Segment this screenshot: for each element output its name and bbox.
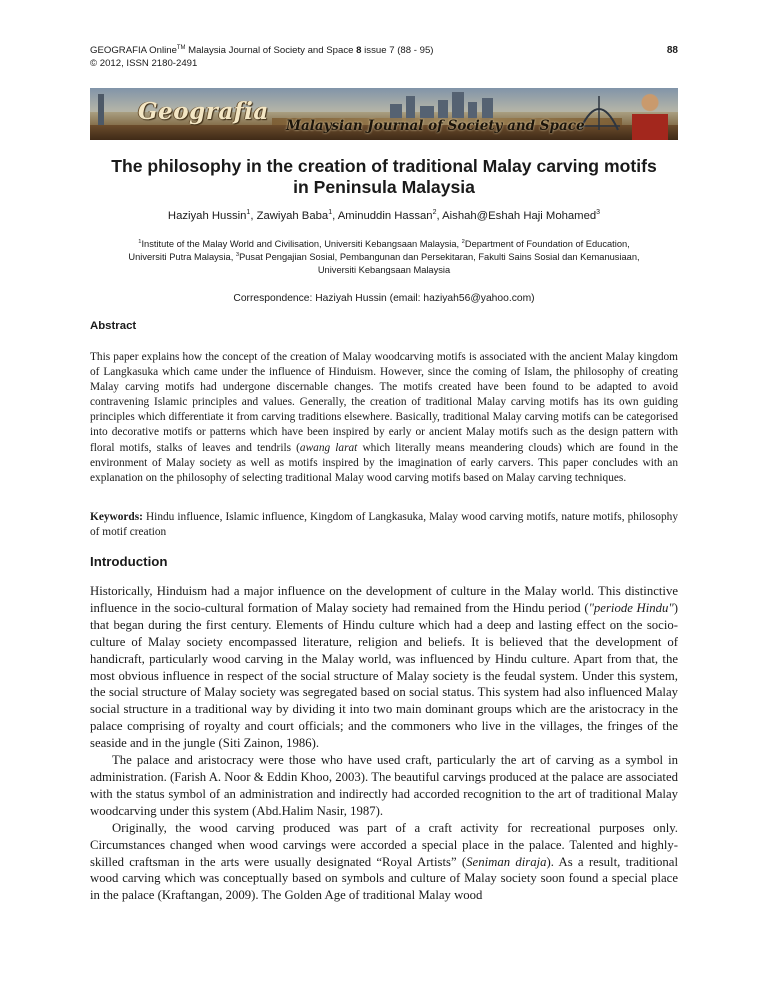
introduction-body	[90, 583, 678, 904]
journal-volume: 8	[356, 45, 362, 56]
paragraph: Originally, the wood carving produced was part of a craft activity for recreational purposes only. Circumstances changed when wood carvings were accorded a special place in the palace. Talented and highly-skilled craftsman in the arts were usually designated “Royal Artists” (Seniman diraja). As a result, traditional wood carving which was conceptually based on symbols and culture of Malay society soon found a special place in the palace (Kraftangan, 2009). The Golden Age of traditional Malay wood	[90, 820, 678, 903]
trademark-mark: TM	[176, 44, 186, 51]
italic-term: awang larat	[299, 441, 358, 454]
author-name: , Zawiyah Baba	[250, 210, 329, 222]
dancer-figure	[632, 92, 668, 140]
keywords-label: Keywords:	[90, 511, 143, 523]
paragraph: Historically, Hinduism had a major influence on the development of culture in the Malay world. This distinctive influence in the socio-cultural formation of Malay society had remained from the Hindu period ("periode Hindu") that began during the first century. Elements of Hindu culture which had a deep and lasting effect on the socio-culture of Malay society encompassed literature, religion and beliefs. It is believed that the development of handicraft, particularly wood carving in the Malay world, was influenced by Hindu culture. Apart from that, the most obvious influence in respect of the social structure of Malay society is the feudal system. Under this system, the social structure of Malay society was segregated based on social status. This system had also influenced Malay social structure in a traditional way by dividing it into two main dominant groups which are the aristocracy in the palace comprising of royalty and court officials; and the commoners who live in the villages, the fringes of the seaside and in the jungle (Siti Zainon, 1986).	[90, 584, 679, 751]
correspondence-line: Correspondence: Haziyah Hussin (email: haziyah56@yahoo.com)	[233, 293, 535, 304]
journal-tagline: Malaysian Journal of Society and Space	[286, 118, 585, 134]
journal-issue: issue 7 (88 - 95)	[361, 45, 434, 56]
keywords-text: Hindu influence, Islamic influence, Kingdom of Langkasuka, Malay wood carving motifs, nature motifs, philosophy of motif creation	[90, 511, 678, 539]
paper-title	[90, 156, 678, 197]
journal-prefix: GEOGRAFIA Online	[90, 45, 177, 56]
italic-term: "periode Hindu"	[588, 600, 674, 615]
affiliation-marker: 1	[246, 209, 251, 217]
introduction-heading: Introduction	[90, 554, 168, 569]
journal-logo: Geografia	[138, 98, 269, 125]
affiliation-marker: 3	[596, 209, 601, 217]
affiliation-text: Department of Foundation of Education,	[464, 239, 630, 249]
affiliation-text: Universiti Putra Malaysia,	[128, 252, 236, 262]
affiliation-text: Institute of the Malay World and Civilisation, Universiti Kebangsaan Malaysia,	[141, 239, 462, 249]
page-number: 88	[666, 45, 678, 56]
copyright-line: © 2012, ISSN 2180-2491	[90, 58, 198, 69]
paragraph: The palace and aristocracy were those who have used craft, particularly the art of carving as a symbol in administration. (Farish A. Noor & Eddin Khoo, 2003). The beautiful carvings produced at the palace are associated with the status symbol of an administration and indirectly had accorded recognition to the art of traditional Malay woodcarving under this system (Abd.Halim Nasir, 1987).	[90, 753, 678, 818]
italic-term: Seniman diraja	[466, 854, 547, 869]
author-name: Haziyah Hussin	[167, 210, 247, 222]
title-line: The philosophy in the creation of traditional Malay carving motifs	[111, 156, 657, 176]
title-line: in Peninsula Malaysia	[293, 176, 475, 197]
keywords	[90, 510, 678, 541]
affiliation-marker: 1	[328, 209, 333, 217]
journal-banner	[90, 88, 678, 140]
affiliations: $^1$Institute of the Malay World and Civilisation, Universiti Kebangsaan Malaysia, $^2$Department of Foundation of Education, Universiti Putra Malaysia, $^3$Pusat Pengajian Sosial, Pembangunan dan Persekitaran, Fakulti Sains Sosial dan Kemanusiaan, Universiti Kebangsaan Malaysia	[92, 238, 676, 277]
author-list	[90, 209, 678, 223]
journal-name: Malaysia Journal of Society and Space	[185, 45, 357, 56]
tower-silhouette	[98, 94, 104, 128]
abstract-body: This paper explains how the concept of the creation of Malay woodcarving motifs is associated with the ancient Malay kingdom of Langkasuka which came under the influence of Hinduism. However, since the coming of Islam, the philosophy of creating Malay carving motifs had undergone discernable changes. The motifs created have been found to be adapted to avoid contravening Islamic principles and values. Generally, the creation of traditional Malay carving motifs has its own guiding principles which differentiate it from carving traditions elsewhere. Basically, traditional Malay carving motifs can be categorised into decorative motifs or patterns which have been inspired by early or ancient Malay motifs such as the design pattern with floral motifs, stalks of leaves and tendrils (awang larat which literally means meandering clouds) which are found in the environment of Malay society as well as motifs inspired by the imagination of early carvers. This paper concludes with an explanation on the philosophy of selecting traditional Malay wood carving motifs based on Malay carving techniques.	[90, 351, 678, 484]
author-name: , Aminuddin Hassan	[332, 210, 433, 222]
affiliation-text: Pusat Pengajian Sosial, Pembangunan dan Persekitaran, Fakulti Sains Sosial dan Kemanusiaan,	[239, 252, 640, 262]
affiliation-text: Universiti Kebangsaan Malaysia	[317, 265, 451, 275]
author-name: , Aishah@Eshah Haji Mohamed	[436, 210, 597, 222]
affiliation-marker: 2	[432, 209, 437, 217]
running-header	[90, 44, 678, 70]
journal-citation	[90, 44, 678, 57]
abstract-heading: Abstract	[90, 320, 137, 332]
